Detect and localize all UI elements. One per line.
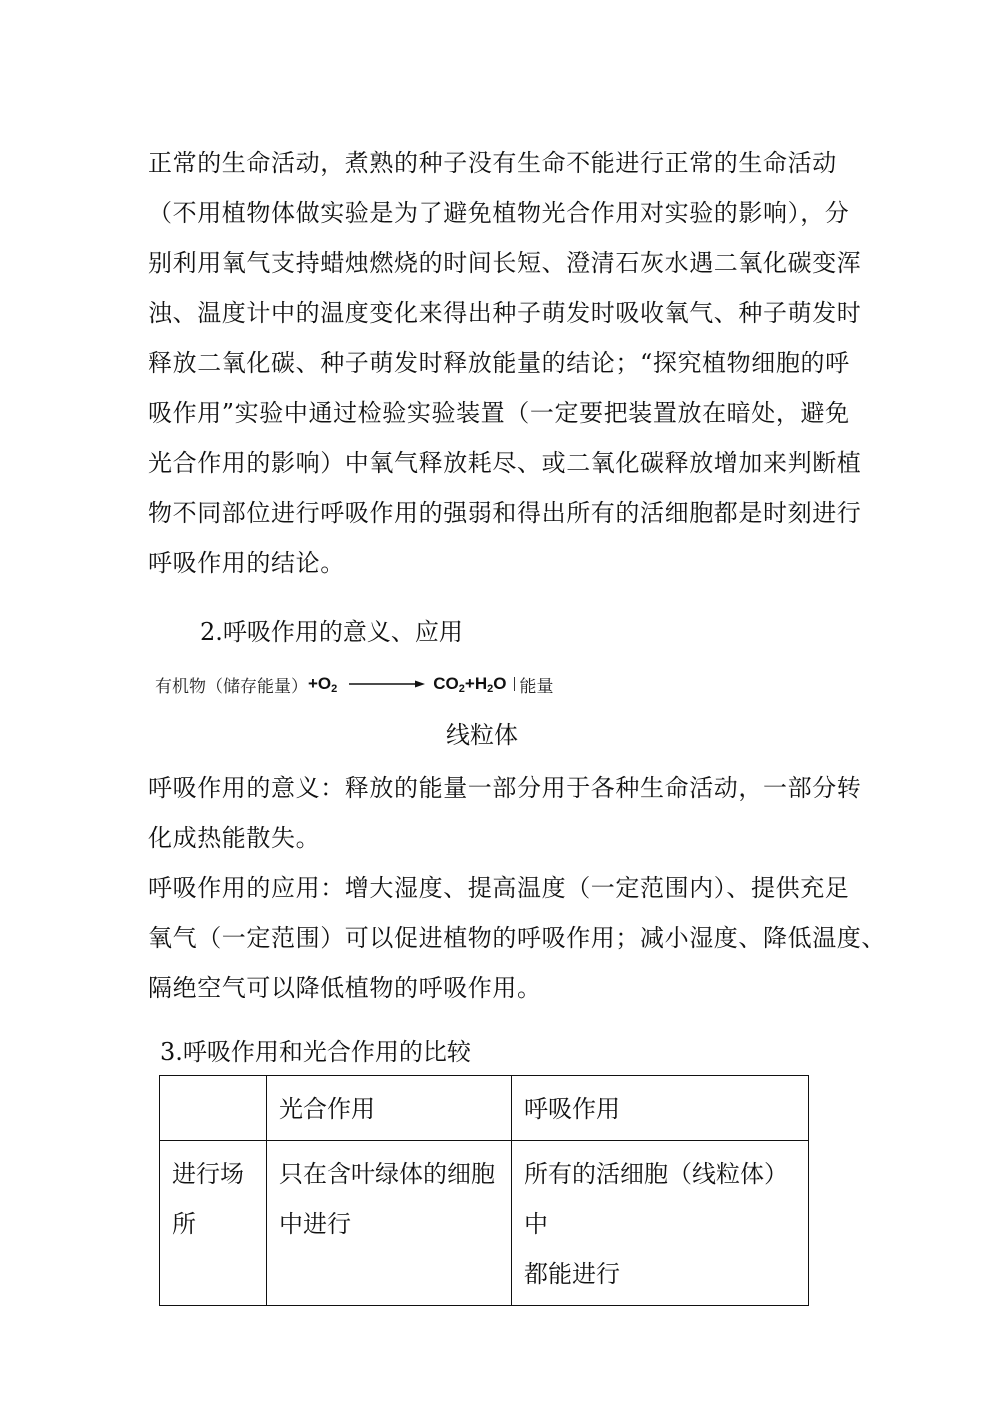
reaction-arrow-icon xyxy=(349,678,425,690)
table-cell: 所有的活细胞（线粒体）中 都能进行 xyxy=(512,1141,809,1306)
application-line: 氧气（一定范围）可以促进植物的呼吸作用；减小湿度、降低温度、 xyxy=(148,924,886,952)
application-line: 隔绝空气可以降低植物的呼吸作用。 xyxy=(148,974,542,1002)
significance-and-application xyxy=(148,763,886,1013)
table-row-label: 进行场 所 xyxy=(160,1141,267,1306)
respiration-equation xyxy=(155,668,553,700)
table-cell: 只在含叶绿体的细胞 中进行 xyxy=(267,1141,512,1306)
equation-oxygen: $+O_2$ xyxy=(308,673,338,695)
paragraph-line: 浊、温度计中的温度变化来得出种子萌发时吸收氧气、种子萌发时 xyxy=(148,299,862,327)
equation-energy: 能量 xyxy=(519,676,554,697)
equation-products: $CO_2+H_2O$ xyxy=(433,673,507,695)
paragraph-line: 别利用氧气支持蜡烛燃烧的时间长短、澄清石灰水遇二氧化碳变浑 xyxy=(148,249,862,277)
reaction-condition: 线粒体 xyxy=(446,721,518,749)
significance-line: 化成热能散失。 xyxy=(148,824,321,852)
section-heading-3: 3.呼吸作用和光合作用的比较 xyxy=(160,1038,471,1066)
paragraph-line: （不用植物体做实验是为了避免植物光合作用对实验的影响），分 xyxy=(148,199,850,227)
table-row xyxy=(160,1141,809,1306)
paragraph-line: 光合作用的影响）中氧气释放耗尽、或二氧化碳释放增加来判断植 xyxy=(148,449,862,477)
intro-paragraph xyxy=(148,138,868,588)
table-header-cell: 光合作用 xyxy=(267,1076,512,1141)
paragraph-line: 释放二氧化碳、种子萌发时释放能量的结论；“探究植物细胞的呼 xyxy=(148,349,850,377)
section-heading-2: 2.呼吸作用的意义、应用 xyxy=(200,618,463,646)
table-header-row xyxy=(160,1076,809,1141)
equation-reactant: 有机物（储存能量） xyxy=(155,676,308,697)
application-line: 呼吸作用的应用：增大湿度、提高温度（一定范围内）、提供充足 xyxy=(148,874,850,902)
table-header-cell xyxy=(160,1076,267,1141)
plus-remnant-mark xyxy=(514,677,515,691)
comparison-table xyxy=(159,1075,809,1306)
paragraph-line: 正常的生命活动，煮熟的种子没有生命不能进行正常的生命活动 xyxy=(148,149,837,177)
paragraph-line: 呼吸作用的结论。 xyxy=(148,549,345,577)
paragraph-line: 物不同部位进行呼吸作用的强弱和得出所有的活细胞都是时刻进行 xyxy=(148,499,862,527)
significance-line: 呼吸作用的意义：释放的能量一部分用于各种生命活动，一部分转 xyxy=(148,774,862,802)
table-header-cell: 呼吸作用 xyxy=(512,1076,809,1141)
paragraph-line: 吸作用”实验中通过检验实验装置（一定要把装置放在暗处，避免 xyxy=(148,399,850,427)
